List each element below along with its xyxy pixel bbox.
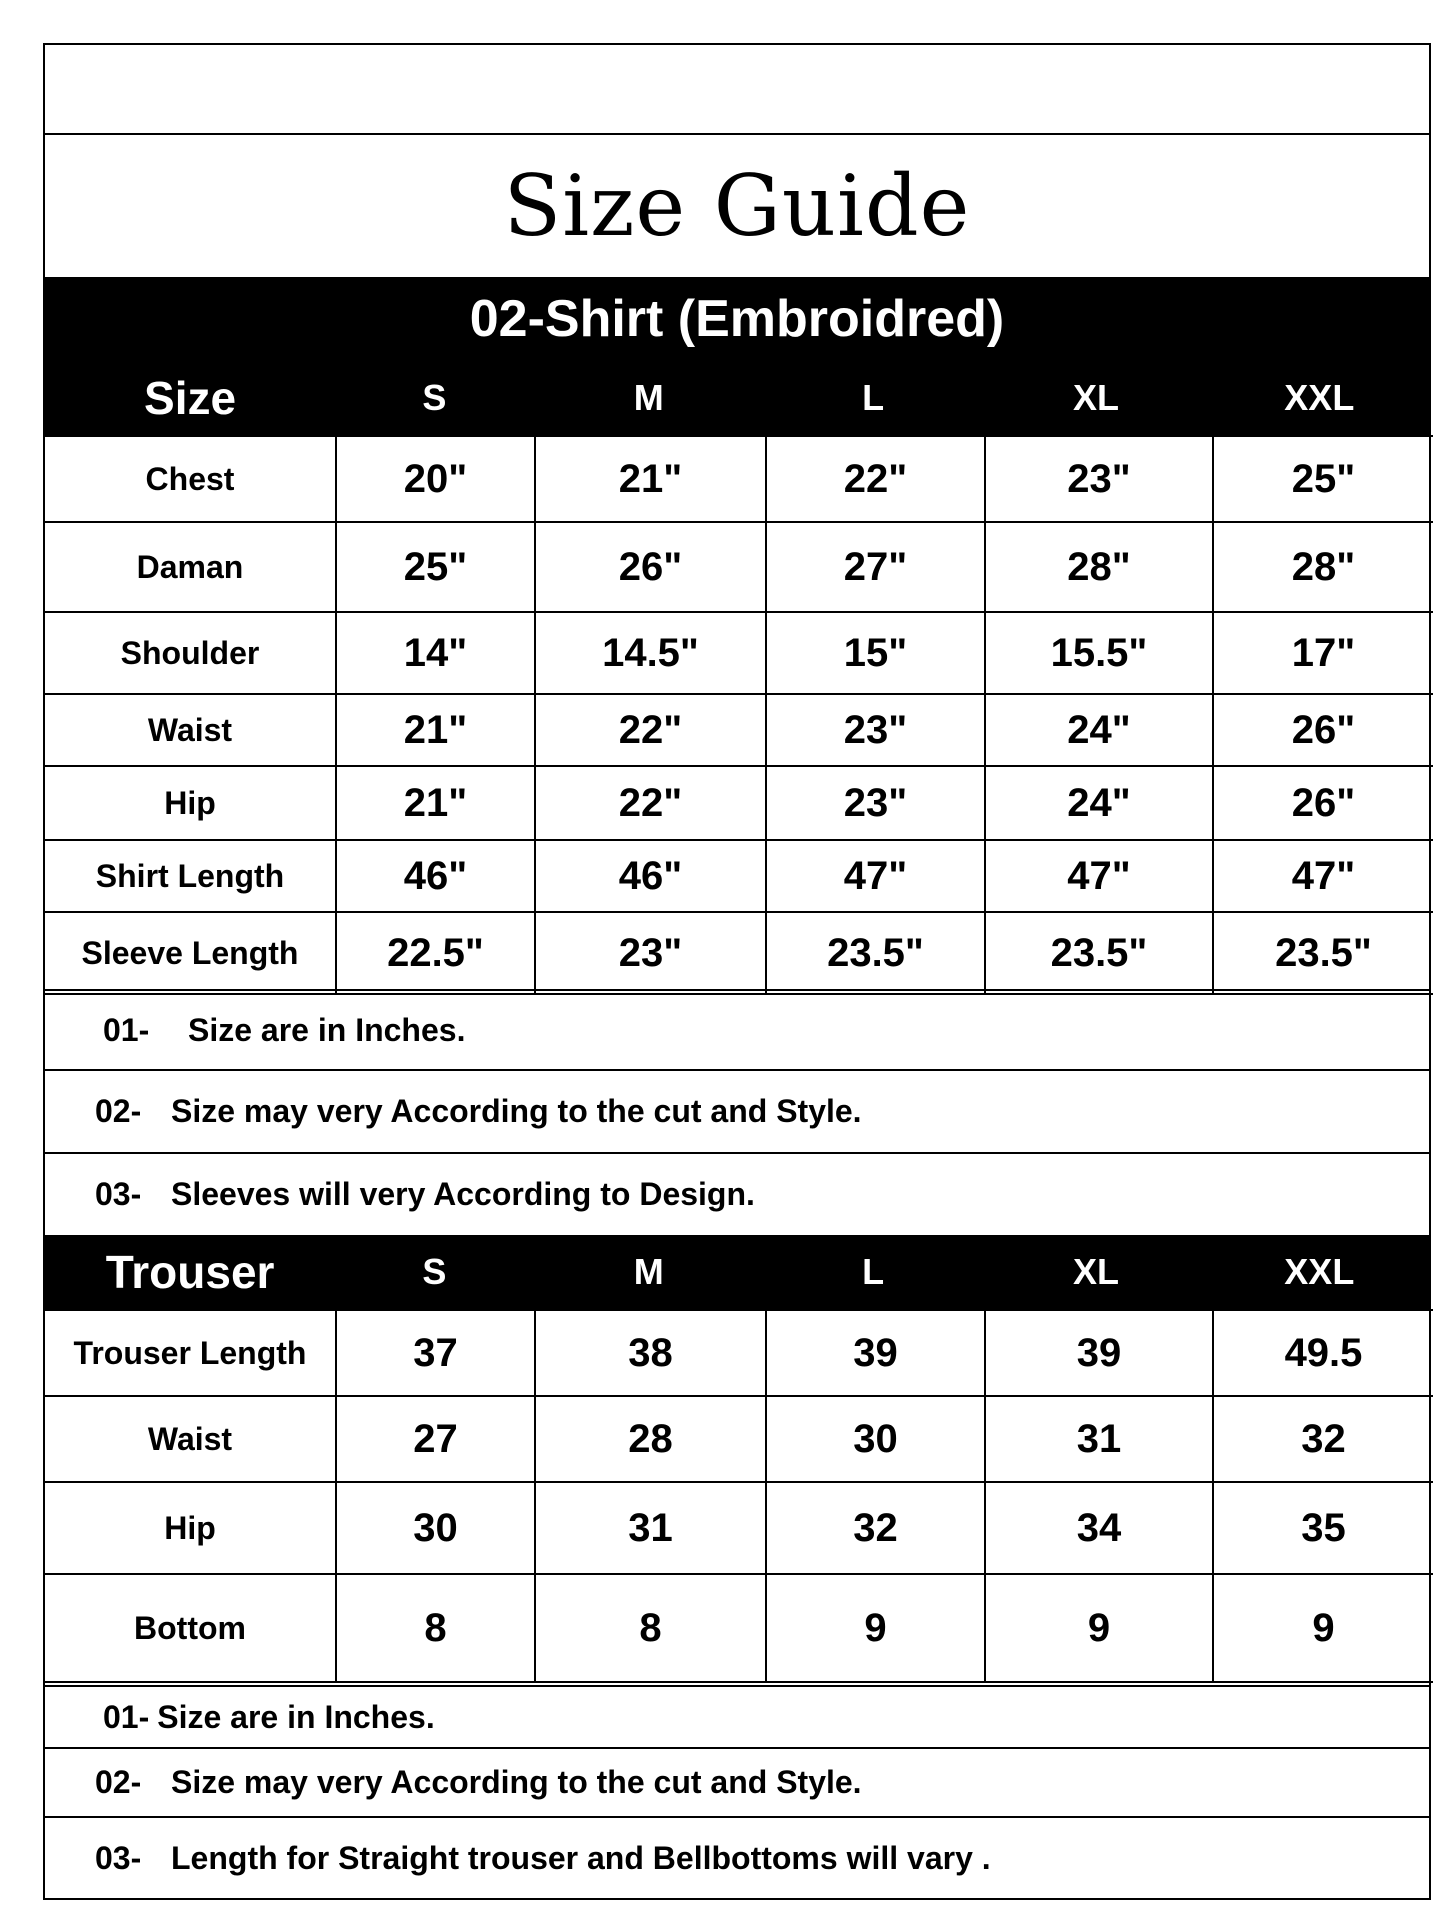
size-value-cell: 15.5"	[985, 612, 1213, 694]
size-value-cell: 8	[535, 1574, 766, 1682]
trouser-size-m: M	[633, 1251, 664, 1292]
trouser-note-2-text: Size may very According to the cut and Style.	[171, 1764, 862, 1800]
table-row	[45, 1310, 1433, 1396]
size-value-cell: 24"	[985, 766, 1213, 840]
row-label: Waist	[45, 694, 336, 766]
size-value-cell: 46"	[336, 840, 535, 912]
table-row	[45, 1396, 1433, 1482]
shirt-header-label: Size	[144, 372, 237, 424]
size-value-cell: 32	[766, 1482, 985, 1574]
size-value-cell: 39	[766, 1310, 985, 1396]
trouser-note-1	[45, 1685, 1429, 1749]
trouser-note-2	[45, 1749, 1429, 1818]
size-value-cell: 26"	[1213, 694, 1433, 766]
shirt-size-l: L	[862, 377, 885, 418]
table-row	[45, 1482, 1433, 1574]
shirt-note-1	[45, 989, 1429, 1071]
size-value-cell: 20"	[336, 436, 535, 522]
size-value-cell: 47"	[1213, 840, 1433, 912]
size-value-cell: 49.5	[1213, 1310, 1433, 1396]
size-value-cell: 22"	[766, 436, 985, 522]
size-value-cell: 22"	[535, 766, 766, 840]
size-value-cell: 14.5"	[535, 612, 766, 694]
size-value-cell: 21"	[336, 766, 535, 840]
size-value-cell: 22"	[535, 694, 766, 766]
size-value-cell: 46"	[535, 840, 766, 912]
shirt-size-m: M	[633, 377, 664, 418]
size-value-cell: 30	[336, 1482, 535, 1574]
size-value-cell: 22.5"	[336, 912, 535, 994]
shirt-note-1-text: Size are in Inches.	[188, 1011, 466, 1048]
row-label: Shoulder	[45, 612, 336, 694]
size-value-cell: 23.5"	[985, 912, 1213, 994]
shirt-note-3	[45, 1154, 1429, 1235]
size-value-cell: 9	[985, 1574, 1213, 1682]
shirt-note-2	[45, 1071, 1429, 1154]
trouser-note-3	[45, 1818, 1429, 1898]
trouser-size-xxl: XXL	[1284, 1251, 1355, 1292]
shirt-note-2-num: 02-	[95, 1093, 142, 1129]
trouser-measurements-table	[45, 1309, 1433, 1683]
size-value-cell: 14"	[336, 612, 535, 694]
row-label: Hip	[45, 766, 336, 840]
table-row	[45, 1574, 1433, 1682]
size-value-cell: 8	[336, 1574, 535, 1682]
trouser-header-label: Trouser	[105, 1246, 275, 1298]
page-title: Size Guide	[503, 157, 971, 255]
trouser-note-3-num: 03-	[95, 1839, 142, 1876]
row-label: Sleeve Length	[45, 912, 336, 994]
shirt-size-xxl: XXL	[1284, 377, 1355, 418]
size-value-cell: 31	[535, 1482, 766, 1574]
row-label: Daman	[45, 522, 336, 612]
trouser-note-1-num: 01-	[103, 1698, 150, 1735]
size-value-cell: 31	[985, 1396, 1213, 1482]
trouser-note-3-text: Length for Straight trouser and Bellbottoms will vary .	[171, 1839, 991, 1876]
shirt-note-2-text: Size may very According to the cut and Style.	[171, 1093, 862, 1129]
size-value-cell: 25"	[1213, 436, 1433, 522]
size-guide-sheet	[43, 43, 1431, 1900]
shirt-size-s: S	[422, 377, 447, 418]
row-label: Hip	[45, 1482, 336, 1574]
size-value-cell: 26"	[535, 522, 766, 612]
shirt-note-3-num: 03-	[95, 1176, 142, 1212]
size-value-cell: 38	[535, 1310, 766, 1396]
blank-header-row	[45, 45, 1429, 135]
row-label: Waist	[45, 1396, 336, 1482]
size-value-cell: 27	[336, 1396, 535, 1482]
size-value-cell: 28	[535, 1396, 766, 1482]
size-value-cell: 24"	[985, 694, 1213, 766]
size-value-cell: 27"	[766, 522, 985, 612]
shirt-header-row	[45, 361, 1429, 435]
size-value-cell: 34	[985, 1482, 1213, 1574]
size-value-cell: 47"	[985, 840, 1213, 912]
table-row	[45, 912, 1433, 994]
row-label: Trouser Length	[45, 1310, 336, 1396]
size-value-cell: 17"	[1213, 612, 1433, 694]
row-label: Chest	[45, 436, 336, 522]
shirt-section-title: 02-Shirt (Embroidred)	[45, 277, 1429, 361]
table-row	[45, 840, 1433, 912]
table-row	[45, 694, 1433, 766]
size-value-cell: 47"	[766, 840, 985, 912]
shirt-measurements-table	[45, 435, 1433, 995]
table-row	[45, 522, 1433, 612]
table-row	[45, 612, 1433, 694]
trouser-size-xl: XL	[1072, 1251, 1119, 1292]
size-value-cell: 39	[985, 1310, 1213, 1396]
shirt-note-1-num: 01-	[103, 1011, 150, 1048]
size-value-cell: 23"	[766, 766, 985, 840]
size-value-cell: 25"	[336, 522, 535, 612]
row-label: Bottom	[45, 1574, 336, 1682]
size-value-cell: 15"	[766, 612, 985, 694]
size-value-cell: 23"	[535, 912, 766, 994]
size-value-cell: 32	[1213, 1396, 1433, 1482]
size-value-cell: 23.5"	[766, 912, 985, 994]
size-value-cell: 35	[1213, 1482, 1433, 1574]
size-value-cell: 26"	[1213, 766, 1433, 840]
shirt-size-xl: XL	[1072, 377, 1119, 418]
size-value-cell: 21"	[535, 436, 766, 522]
size-value-cell: 28"	[1213, 522, 1433, 612]
size-value-cell: 9	[766, 1574, 985, 1682]
trouser-size-s: S	[422, 1251, 447, 1292]
row-label: Shirt Length	[45, 840, 336, 912]
size-value-cell: 23"	[985, 436, 1213, 522]
size-value-cell: 9	[1213, 1574, 1433, 1682]
size-value-cell: 23"	[766, 694, 985, 766]
trouser-note-2-num: 02-	[95, 1764, 142, 1800]
trouser-note-1-text: Size are in Inches.	[157, 1698, 435, 1735]
size-value-cell: 21"	[336, 694, 535, 766]
size-value-cell: 23.5"	[1213, 912, 1433, 994]
table-row	[45, 766, 1433, 840]
size-value-cell: 37	[336, 1310, 535, 1396]
title-row	[45, 135, 1429, 277]
table-row	[45, 436, 1433, 522]
size-value-cell: 30	[766, 1396, 985, 1482]
shirt-note-3-text: Sleeves will very According to Design.	[171, 1176, 755, 1212]
trouser-size-l: L	[862, 1251, 885, 1292]
size-value-cell: 28"	[985, 522, 1213, 612]
trouser-header-row	[45, 1235, 1429, 1309]
